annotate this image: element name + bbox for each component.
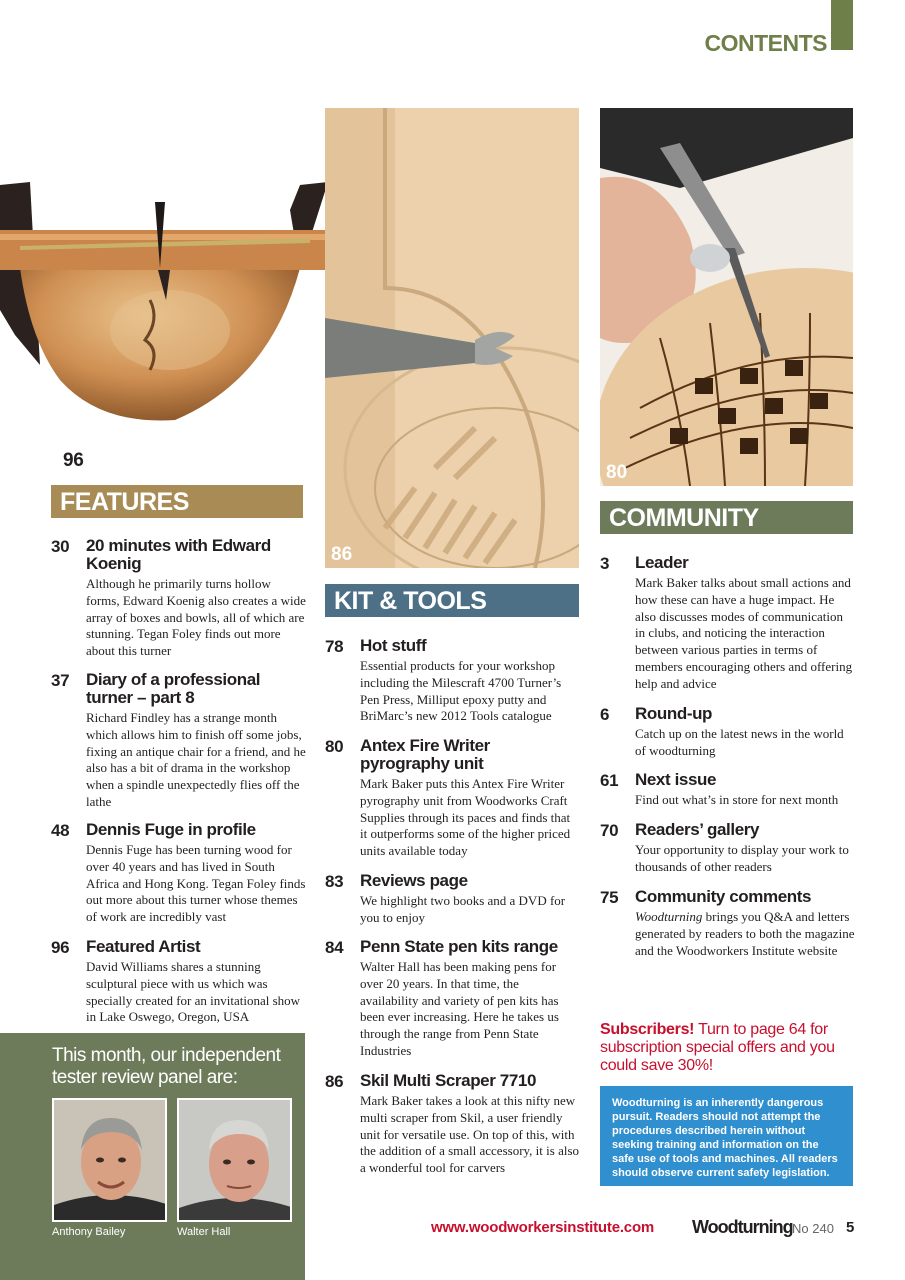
item-description: Essential products for your workshop including the Milescraft 4700 Turner’s Pen Press, Milliput epoxy putty and BriMarc’s new 2012 Tools catalogue xyxy=(360,658,562,724)
feature-item-30[interactable] xyxy=(51,537,306,660)
magazine-name-italic: Woodturning xyxy=(635,909,703,924)
section-label: CONTENTS xyxy=(704,30,827,56)
item-title: Dennis Fuge in profile xyxy=(86,820,256,839)
kit-tools-banner: KIT & TOOLS xyxy=(325,584,579,617)
item-title: Community comments xyxy=(635,887,812,906)
item-title: Next issue xyxy=(635,770,717,789)
website-link[interactable]: www.woodworkersinstitute.com xyxy=(431,1219,655,1236)
community-banner: COMMUNITY xyxy=(600,501,853,534)
page-number: 86 xyxy=(325,1072,344,1091)
community-item-3[interactable] xyxy=(600,554,855,693)
page-number: 37 xyxy=(51,671,70,690)
item-title: Skil Multi Scraper 7710 xyxy=(360,1071,536,1090)
page-number: 80 xyxy=(325,737,344,756)
item-title: Reviews page xyxy=(360,871,468,890)
item-title: Hot stuff xyxy=(360,636,427,655)
page-number: 48 xyxy=(51,821,70,840)
pyrography-photo xyxy=(600,108,853,486)
page-number: 70 xyxy=(600,821,619,840)
feature-item-37[interactable] xyxy=(51,671,306,811)
kit-item-78[interactable] xyxy=(325,637,580,725)
page-number: 96 xyxy=(51,938,70,957)
section-color-bar xyxy=(831,0,853,50)
item-description: Find out what’s in store for next month xyxy=(635,792,839,807)
page-number: 61 xyxy=(600,771,619,790)
features-banner: FEATURES xyxy=(51,485,303,518)
item-title: 20 minutes with Edward Koenig xyxy=(86,536,271,573)
subscribers-text: Turn to page 64 for subscription special offers and you could save 30%! xyxy=(600,1021,835,1074)
tester-name: Walter Hall xyxy=(177,1226,231,1238)
item-description: Mark Baker talks about small actions and how these can have a huge impact. He also discusses modes of communication in clubs, and noticing the interaction between various parties in terms of members encouraging others and offering help and advice xyxy=(635,575,853,691)
item-description: Your opportunity to display your work to thousands of other readers xyxy=(635,842,849,874)
item-description: Mark Baker puts this Antex Fire Writer pyrography unit from Woodworks Craft Supplies through its paces and finds that it outperforms some of the higher priced units available today xyxy=(360,776,571,859)
anthony-bailey-photo xyxy=(52,1098,167,1222)
item-description: Catch up on the latest news in the world of woodturning xyxy=(635,726,844,758)
page-number: 75 xyxy=(600,888,619,907)
page-number-footer: 5 xyxy=(846,1219,855,1236)
page-number: 83 xyxy=(325,872,344,891)
item-description: Mark Baker takes a look at this nifty new multi scraper from Skil, a user friendly unit for versatile use. On top of this, with the addition of a small accessory, it is also a wonderful tool for carvers xyxy=(360,1093,580,1176)
item-description: Walter Hall has been making pens for over 20 years. In that time, the availability and variety of pen kits has been ever increasing. Here he takes us through the range from Penn State Industries xyxy=(360,959,559,1058)
item-description: Dennis Fuge has been turning wood for over 40 years and has lived in South Africa and Hong Kong. Tegan Foley finds out more about this turner whose themes of work are incredibly vast xyxy=(86,842,306,925)
kit-item-86[interactable] xyxy=(325,1072,580,1177)
tester-panel xyxy=(0,1033,305,1280)
item-title: Antex Fire Writer pyrography unit xyxy=(360,736,490,773)
page-number: 6 xyxy=(600,705,610,724)
page-number: 84 xyxy=(325,938,344,957)
bowl-photo xyxy=(0,150,330,470)
scraper-photo-number: 86 xyxy=(331,544,353,565)
item-title: Diary of a professional turner – part 8 xyxy=(86,670,261,707)
feature-item-96[interactable] xyxy=(51,938,306,1026)
kit-item-83[interactable] xyxy=(325,872,580,927)
item-description xyxy=(635,909,855,959)
kit-item-80[interactable] xyxy=(325,737,580,860)
community-item-61[interactable] xyxy=(600,771,855,809)
page-number: 30 xyxy=(51,537,70,556)
scraper-photo xyxy=(325,108,579,568)
item-title: Round-up xyxy=(635,704,713,723)
item-description: Although he primarily turns hollow forms, Edward Koenig also creates a wide array of boxes and bowls, all of which are stunning. Tegan Foley finds out more about this turner xyxy=(86,576,306,659)
magazine-name: Woodturning xyxy=(692,1217,793,1237)
subscribers-promo[interactable] xyxy=(600,1021,860,1075)
item-description-rest: brings you Q&A and letters generated by readers to both the magazine and the Woodworkers Institute website xyxy=(635,909,855,958)
safety-warning: Woodturning is an inherently dangerous pursuit. Readers should not attempt the procedures described herein without seeking training and information on the safe use of tools and machines. All readers should observe current safety legislation. xyxy=(600,1086,853,1186)
feature-item-48[interactable] xyxy=(51,821,306,926)
issue-number: No 240 xyxy=(792,1221,834,1236)
item-description: We highlight two books and a DVD for you to enjoy xyxy=(360,893,566,925)
page-number: 78 xyxy=(325,637,344,656)
walter-hall-photo xyxy=(177,1098,292,1222)
community-item-6[interactable] xyxy=(600,705,855,760)
item-title: Featured Artist xyxy=(86,937,201,956)
subscribers-lead: Subscribers! xyxy=(600,1021,695,1038)
item-title: Penn State pen kits range xyxy=(360,937,558,956)
panel-title: This month, our independent tester review panel are: xyxy=(52,1045,281,1088)
community-item-75[interactable] xyxy=(600,888,855,959)
kit-item-84[interactable] xyxy=(325,938,580,1060)
item-title: Leader xyxy=(635,553,689,572)
item-description: David Williams shares a stunning sculptural piece with us which was specially created for an invitational show in Lake Oswego, Oregon, USA xyxy=(86,959,301,1025)
item-title: Readers’ gallery xyxy=(635,820,760,839)
page-number: 3 xyxy=(600,554,610,573)
bowl-photo-number: 96 xyxy=(63,450,84,471)
pyrography-photo-number: 80 xyxy=(606,462,628,483)
tester-name: Anthony Bailey xyxy=(52,1226,126,1238)
item-description: Richard Findley has a strange month which allows him to finish off some jobs, fixing an antique chair for a friend, and he also has a bit of drama in the workshop when a spindle unexpectedly flies off the lathe xyxy=(86,710,306,809)
community-item-70[interactable] xyxy=(600,821,855,876)
